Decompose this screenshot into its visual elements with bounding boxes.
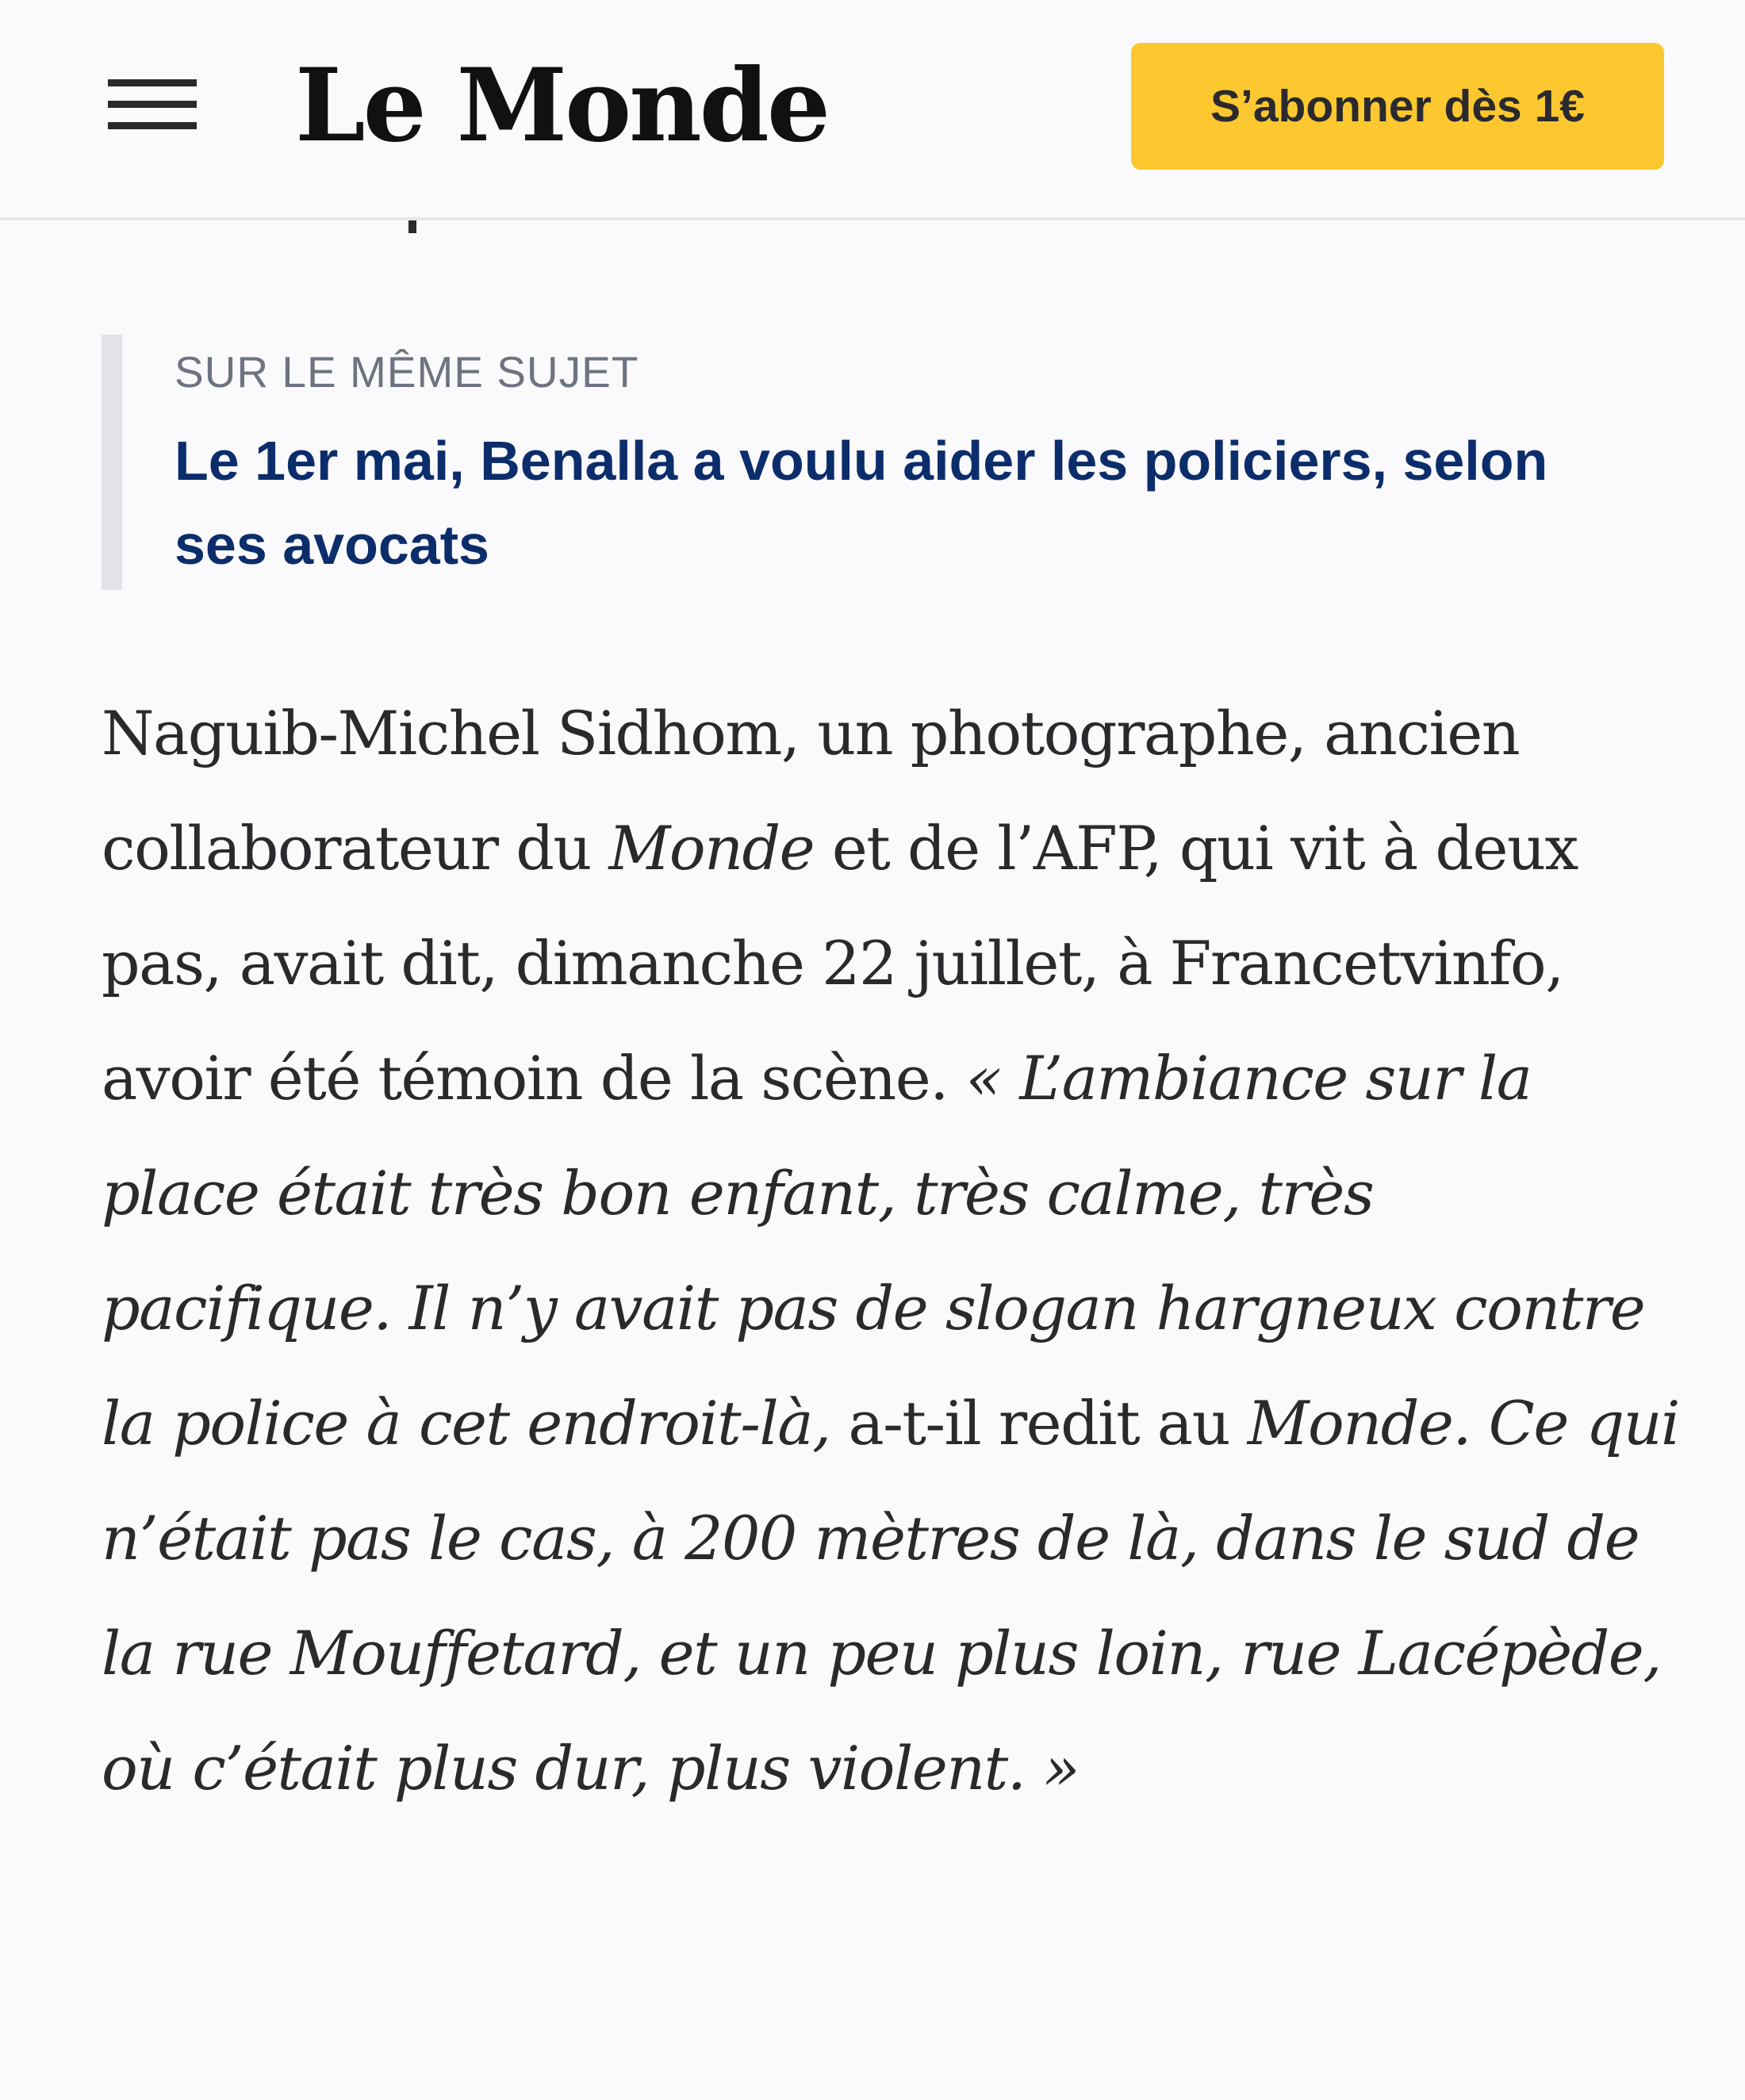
article-quote: « L’ambiance sur la place était très bon enfant, très calme, très pacifique. Il n’y avait pas de slogan hargneux contre la police à cet endroit-là, [102,1043,1645,1458]
article-italic-publication: Monde [1247,1388,1453,1458]
article-text: Naguib-Michel Sidhom, un photographe, ancien collaborateur du [102,698,1520,883]
article-quote: . Ce qui n’était pas le cas, à 200 mètres de là, dans le sud de la rue Mouffetard, et un peu plus loin, rue Lacépède, où c’était plus dur, plus violent. » [102,1388,1679,1803]
article-paragraph [102,676,1680,1826]
hamburger-menu-icon[interactable] [108,76,197,133]
related-kicker: SUR LE MÊME SUJET [174,347,639,397]
menu-line [108,122,197,129]
article-text: a-t-il redit au [830,1388,1248,1458]
menu-line [108,101,197,108]
related-article-block [102,335,1656,590]
article-text: et de l’AFP, qui vit à deux pas, avait dit, dimanche 22 juillet, à Francetvinfo, avoir été témoin de la scène. [102,813,1578,1113]
related-article-link[interactable]: Le 1er mai, Benalla a voulu aider les policiers, selon ses avocats [174,430,1548,576]
menu-line [108,79,197,86]
related-accent-bar [102,335,122,590]
subscribe-button[interactable]: S’abonner dès 1€ [1131,43,1664,170]
top-bar [0,0,1745,220]
scrolled-text-fragment [408,220,416,233]
article-italic-publication: Monde [608,813,815,883]
le-monde-logo[interactable]: Le Monde [295,47,829,164]
